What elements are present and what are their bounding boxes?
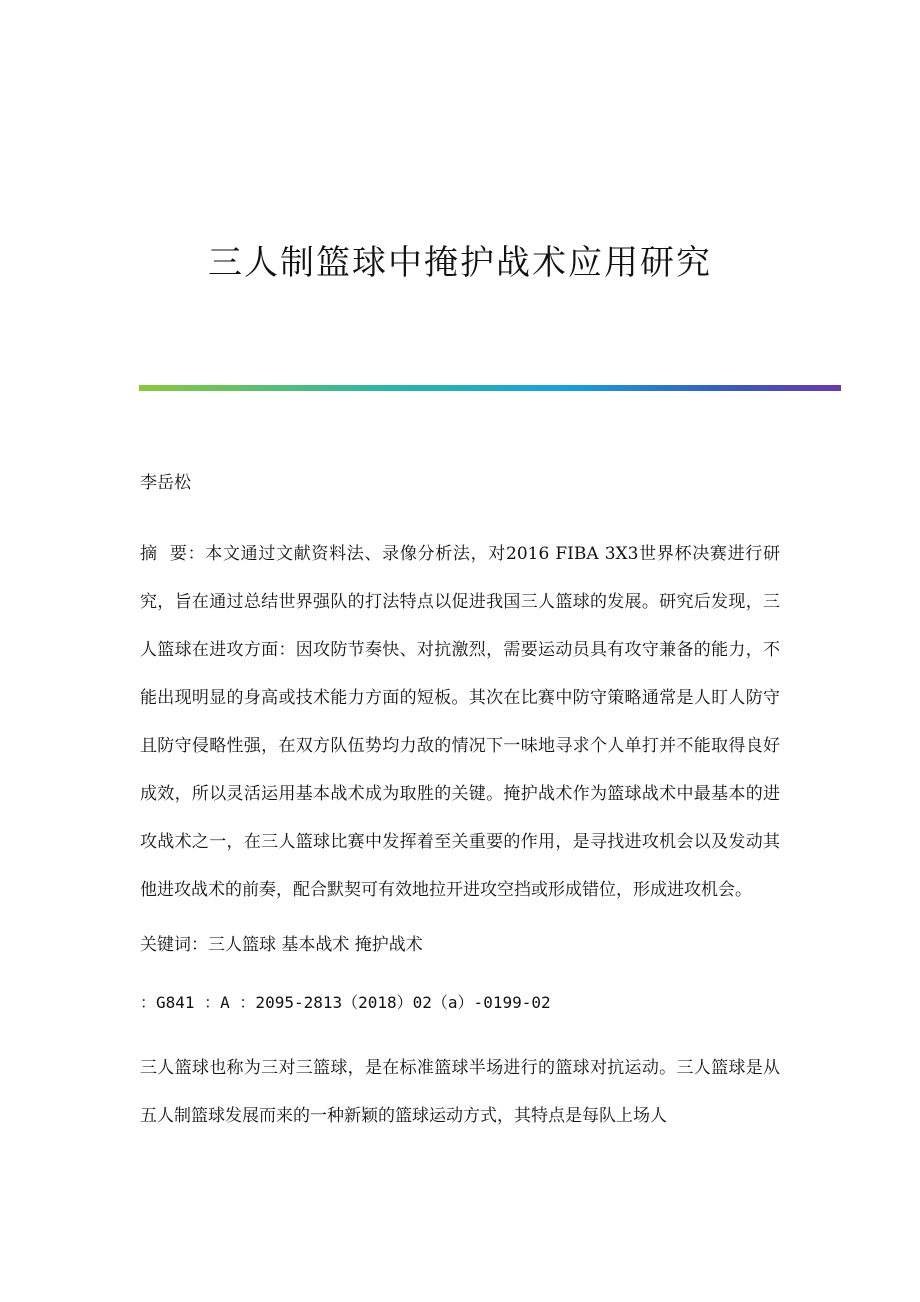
classification-line: ：G841 ：A ：2095-2813（2018）02（a）-0199-02 xyxy=(140,993,551,1012)
abstract-paragraph xyxy=(140,530,780,914)
author-name: 李岳松 xyxy=(140,473,191,493)
keywords-label: 关键词： xyxy=(140,935,208,955)
abstract-label: 摘 要： xyxy=(140,544,206,564)
keywords-line xyxy=(140,930,780,960)
document-content xyxy=(140,468,780,1140)
document-title: 三人制篮球中掩护战术应用研究 xyxy=(208,242,712,283)
abstract-text: 本文通过文献资料法、录像分析法，对2016 FIBA 3X3世界杯决赛进行研究，旨在通过总结世界强队的打法特点以促进我国三人篮球的发展。研究后发现，三人篮球在进攻方面：因攻防节奏快、对抗激烈，需要运动员具有攻守兼备的能力，不能出现明显的身高或技术能力方面的短板。其次在比赛中防守策略通常是人盯人防守且防守侵略性强，在双方队伍势均力敌的情况下一味地寻求个人单打并不能取得良好成效，所以灵活运用基本战术成为取胜的关键。掩护战术作为篮球战术中最基本的进攻战术之一，在三人篮球比赛中发挥着至关重要的作用，是寻找进攻机会以及发动其他进攻战术的前奏，配合默契可有效地拉开进攻空挡或形成错位，形成进攻机会。 xyxy=(140,544,780,900)
keywords-text: 三人篮球 基本战术 掩护战术 xyxy=(208,935,423,955)
body-paragraph: 三人篮球也称为三对三篮球，是在标准篮球半场进行的篮球对抗运动。三人篮球是从五人制篮球发展而来的一种新颖的篮球运动方式，其特点是每队上场人 xyxy=(140,1058,780,1126)
title-divider xyxy=(139,385,841,391)
